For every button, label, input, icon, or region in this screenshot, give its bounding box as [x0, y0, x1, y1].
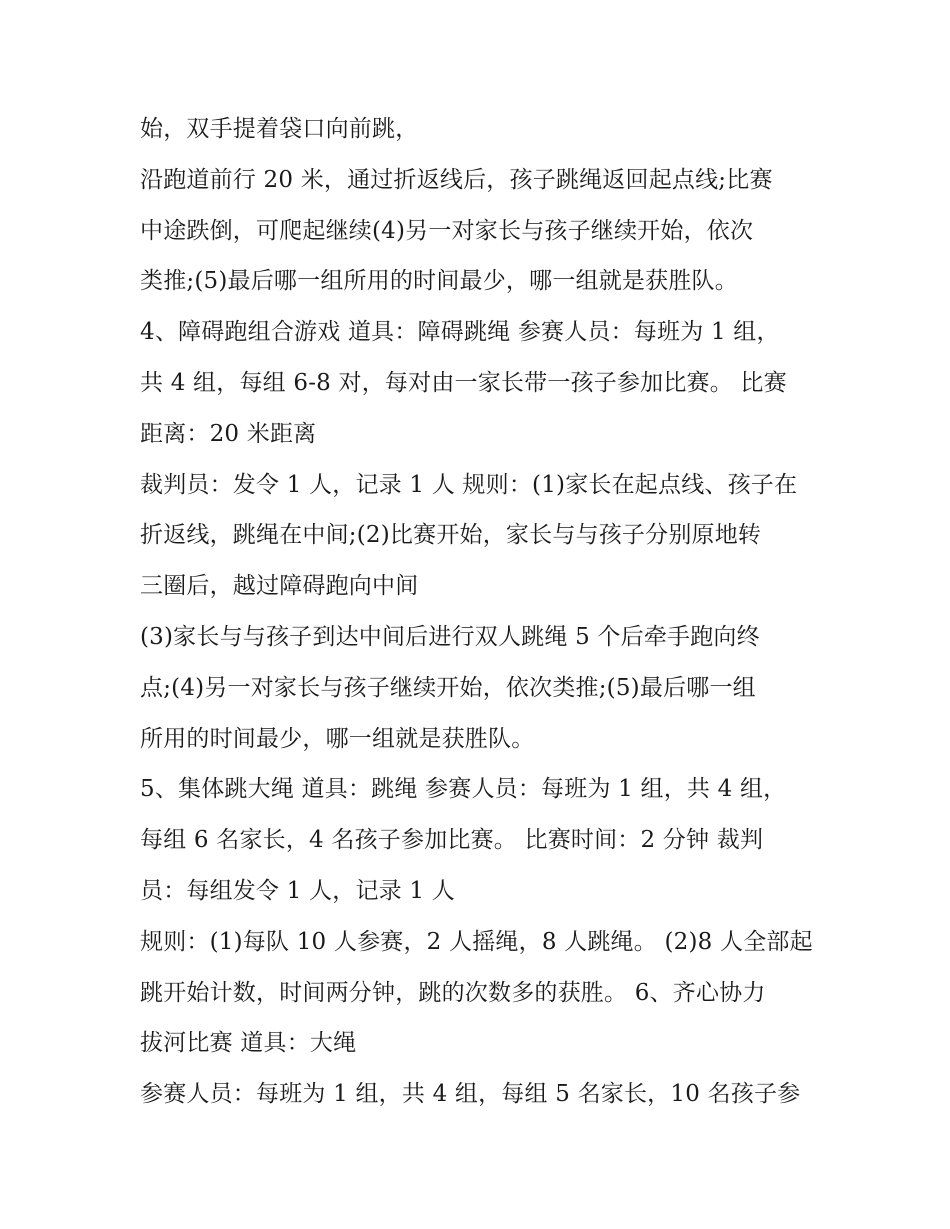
text-line-8: 裁判员：发令 1 人，记录 1 人 规则：(1)家长在起点线、孩子在 [140, 471, 798, 498]
text-line-19: 拔河比赛 道具：大绳 [140, 1030, 357, 1057]
text-line-4: 类推;(5)最后哪一组所用的时间最少，哪一组就是获胜队。 [140, 268, 738, 295]
text-line-14: 5、集体跳大绳 道具：跳绳 参赛人员：每班为 1 组，共 4 组， [140, 776, 787, 803]
text-line-20: 参赛人员：每班为 1 组，共 4 组，每组 5 名家长，10 名孩子参 [140, 1081, 801, 1108]
text-line-1: 始，双手提着袋口向前跳， [140, 116, 419, 142]
text-line-3: 中途跌倒，可爬起继续(4)另一对家长与孩子继续开始，依次 [140, 217, 754, 244]
text-line-11: (3)家长与与孩子到达中间后进行双人跳绳 5 个后牵手跑向终 [140, 623, 760, 650]
text-line-18: 跳开始计数，时间两分钟，跳的次数多的获胜。 6、齐心协力 [140, 979, 766, 1006]
text-line-16: 员：每组发令 1 人，记录 1 人 [140, 877, 455, 904]
text-line-9: 折返线，跳绳在中间;(2)比赛开始，家长与与孩子分别原地转 [140, 522, 762, 549]
text-line-15: 每组 6 名家长，4 名孩子参加比赛。 比赛时间：2 分钟 裁判 [140, 827, 764, 854]
text-line-10: 三圈后，越过障碍跑向中间 [140, 573, 419, 600]
text-line-12: 点;(4)另一对家长与孩子继续开始，依次类推;(5)最后哪一组 [140, 674, 756, 701]
document-body [140, 104, 830, 1120]
text-line-13: 所用的时间最少，哪一组就是获胜队。 [140, 725, 535, 752]
text-line-17: 规则：(1)每队 10 人参赛，2 人摇绳，8 人跳绳。 (2)8 人全部起 [140, 928, 813, 955]
text-line-2: 沿跑道前行 20 米，通过折返线后，孩子跳绳返回起点线;比赛 [140, 166, 773, 193]
text-line-6: 共 4 组，每组 6-8 对，每对由一家长带一孩子参加比赛。 比赛 [140, 369, 787, 396]
text-line-7: 距离：20 米距离 [140, 420, 317, 447]
text-line-5: 4、障碍跑组合游戏 道具：障碍跳绳 参赛人员：每班为 1 组， [140, 319, 780, 346]
